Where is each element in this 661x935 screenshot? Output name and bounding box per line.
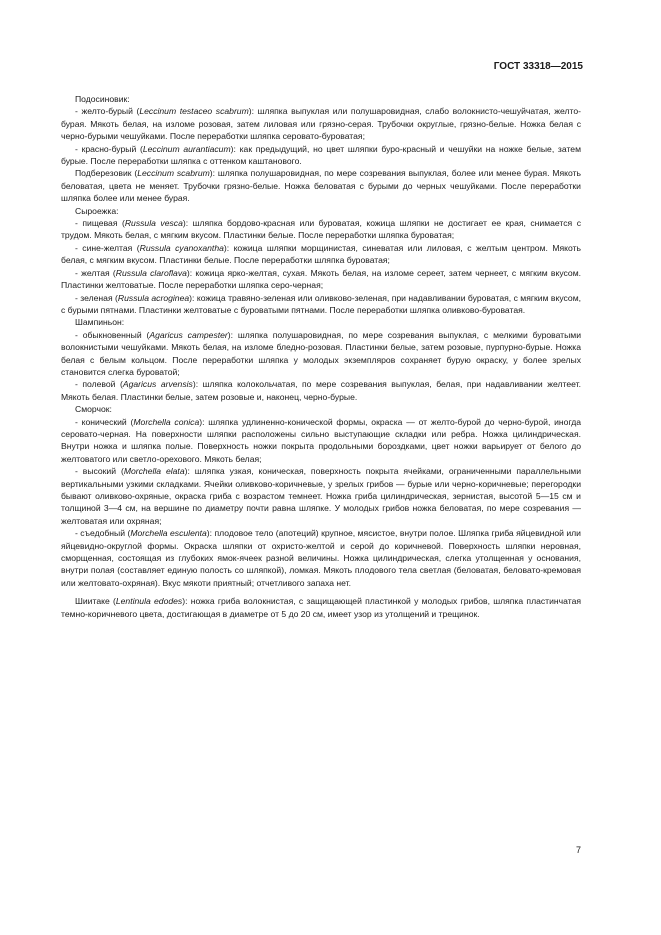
paragraph-text: ): ножка гриба волокнистая, с защищающей пластинкой у молодых грибов, шляпка пластинчатая темно-коричневого цвета, достигающая в диаметре от 5 до 20 см, имеет узор из утолщений и трещинок.	[61, 596, 581, 619]
latin-name: Lentinula edodes	[115, 596, 183, 607]
paragraph-text: ): шляпка полушаровидная, по мере созревания выпуклая, более или менее бурая. Мякоть беловатая, цвета не меняет. Трубочки грязно-белые. Ножка беловатая с бурыми до черных чешуйками. После переработки шляпка более или менее бурая.	[61, 168, 581, 204]
paragraph	[61, 378, 581, 403]
section-heading	[61, 403, 581, 415]
paragraph-text: - съедобный (	[75, 528, 131, 539]
page-number: 7	[575, 845, 581, 855]
paragraph-text: - желто-бурый (	[75, 106, 140, 117]
paragraph-text: ): плодовое тело (апотеций) крупное, мясистое, внутри полое. Шляпка гриба яйцевидной или яйцевидно-округлой формы. Окраска шляпки от охристо-желтой и серой до коричневой. Поверхность шляпки неровная, сморщенная, состоящая из глубоких ямок-ячеек разной величины. Ножка цилиндрическая, слегка утолщенная у основания, внутри полая (составляет единую полость со шляпкой), ломкая. Мякоть плодового тела светлая (беловатая, беловато-кремовая или желтовато-охряная). Вкус мякоти приятный; отчетливого запаха нет.	[61, 528, 581, 588]
paragraph-text: - зеленая (	[75, 292, 118, 303]
paragraph	[61, 465, 581, 527]
paragraph-text: ): шляпка удлиненно-конической формы, окраска — от желто-бурой до черно-бурой, иногда серовато-черная. На поверхности шляпки расположены сильно выступающие складки или ребра. Ножка цилиндрическая. Внутри ножка и шляпка полые. Поверхность ножки покрыта продольными бороздками, цвет ножки варьирует от белого до желтоватого или светло-орехового. Мякоть белая;	[61, 416, 581, 464]
latin-name: Morchella esculenta	[130, 528, 207, 539]
paragraph-text: ): кожица ярко-желтая, сухая. Мякоть белая, на изломе сереет, затем чернеет, с мягким вкусом. Пластинки желтоватые. После переработки шляпка серо-черная;	[61, 267, 582, 291]
paragraph-text: ): как предыдущий, но цвет шляпки буро-красный и чешуйки на ножке белые, затем бурые. После переработки шляпка с оттенком каштанового.	[61, 143, 581, 167]
paragraph	[61, 143, 581, 168]
paragraph	[61, 267, 581, 292]
paragraph-text: - красно-бурый (	[75, 143, 143, 154]
latin-name: Russula claroflava	[115, 267, 187, 278]
latin-name: Russula acroginea	[117, 292, 190, 303]
latin-name: Leccinum testaceo scabrum	[139, 106, 249, 117]
paragraph-text: - полевой (	[75, 379, 123, 390]
section-heading	[61, 93, 581, 105]
paragraph	[61, 105, 581, 142]
latin-name: Leccinum scabrum	[137, 168, 210, 179]
heading-text: Подосиновик:	[75, 94, 130, 104]
latin-name: Russula vesca	[124, 218, 183, 229]
paragraph-text: Подберезовик (	[75, 168, 138, 179]
paragraph-text: ): шляпка узкая, коническая, поверхность покрыта ячейками, ограниченными параллельными вертикальными узкими складками. Ячейки оливково-коричневые, у зрелых грибов — бурые или черно-коричневые; перегородки бывают оливково-охряные, окраска гриба с возрастом темнеет. Ножка гриба цилиндрическая, зернистая, высотой 5—15 см и толщиной 3—4 см, на вершине по диаметру почти равна шляпке. У молодых грибов ножка беловатая, по мере созревания — желтоватая или охряная;	[61, 466, 582, 526]
paragraph	[61, 217, 581, 242]
paragraph	[61, 527, 581, 589]
latin-name: Morchella conica	[133, 416, 200, 427]
paragraph-text: - пищевая (	[75, 218, 125, 229]
paragraph-text: ): шляпка колокольчатая, по мере созревания выпуклая, белая, при надавливании желтеет. Мякоть белая. Пластинки белые, затем розовые и, наконец, черно-бурые.	[61, 379, 581, 402]
paragraph-text: - желтая (	[75, 267, 116, 278]
paragraph-text: - сине-желтая (	[75, 242, 140, 253]
latin-name: Agaricus arvensis	[122, 379, 193, 390]
paragraph-text: Шиитаке (	[75, 596, 116, 607]
paragraph-text: ): кожица шляпки морщинистая, синеватая или лиловая, с желтым центром. Мякоть белая, с мягким вкусом. Пластинки белые. После переработки шляпка буроватая;	[61, 242, 581, 266]
standard-code: ГОСТ 33318—2015	[493, 61, 583, 72]
paragraph	[61, 595, 581, 620]
paragraph	[61, 292, 581, 317]
paragraph-text: ): шляпка полушаровидная, по мере созревания выпуклая, с мелкими буроватыми волокнистыми чешуйками. Мякоть белая, на изломе бледно-розовая. Пластинки белые, затем розовые, пурпурно-бурые. Ножка белая с белым кольцом. После переработки шляпка у молодых экземпляров сохраняет бурую окраску, у более зрелых становится слегка буроватой;	[61, 329, 582, 377]
paragraph-text: ): шляпка бордово-красная или буроватая, кожица шляпки не достигает ее края, снимается с трудом. Мякоть белая, с мягким вкусом. Пластинки белые. После переработки шляпка буроватая;	[61, 218, 582, 241]
paragraph	[61, 242, 581, 267]
paragraph-text: - обыкновенный (	[75, 329, 150, 340]
latin-name: Russula cyanoxantha	[139, 242, 224, 253]
latin-name: Morchella elata	[123, 466, 185, 477]
paragraph	[61, 416, 581, 466]
section-heading	[61, 205, 581, 217]
heading-text: Сморчок:	[75, 404, 112, 415]
document-header	[494, 61, 583, 72]
document-body	[61, 93, 581, 620]
paragraph	[61, 167, 581, 204]
heading-text: Сыроежка:	[75, 205, 119, 216]
paragraph	[61, 329, 581, 379]
paragraph-text: ): шляпка выпуклая или полушаровидная, слабо волокнисто-чешуйчатая, желто-бурая. Мякоть белая, на изломе розовая, затем лиловая или грязно-серая. Трубочки округлые, грязно-белые. Ножка белая с черно-бурыми чешуйками. После переработки шляпка серовато-буроватая;	[61, 106, 581, 142]
heading-text: Шампиньон:	[75, 317, 125, 328]
paragraph-text: - высокий (	[75, 466, 124, 477]
latin-name: Agaricus campester	[149, 329, 228, 340]
section-heading	[61, 316, 581, 328]
paragraph-text: - конический (	[75, 416, 134, 427]
paragraph-text: ): кожица травяно-зеленая или оливково-зеленая, при надавливании буроватая, с мягким вкусом, с бурыми пятнами. Пластинки желтоватые с буроватыми пятнами. После переработки шляпка оливково-буроватая.	[61, 292, 582, 315]
latin-name: Leccinum aurantiacum	[142, 143, 231, 154]
